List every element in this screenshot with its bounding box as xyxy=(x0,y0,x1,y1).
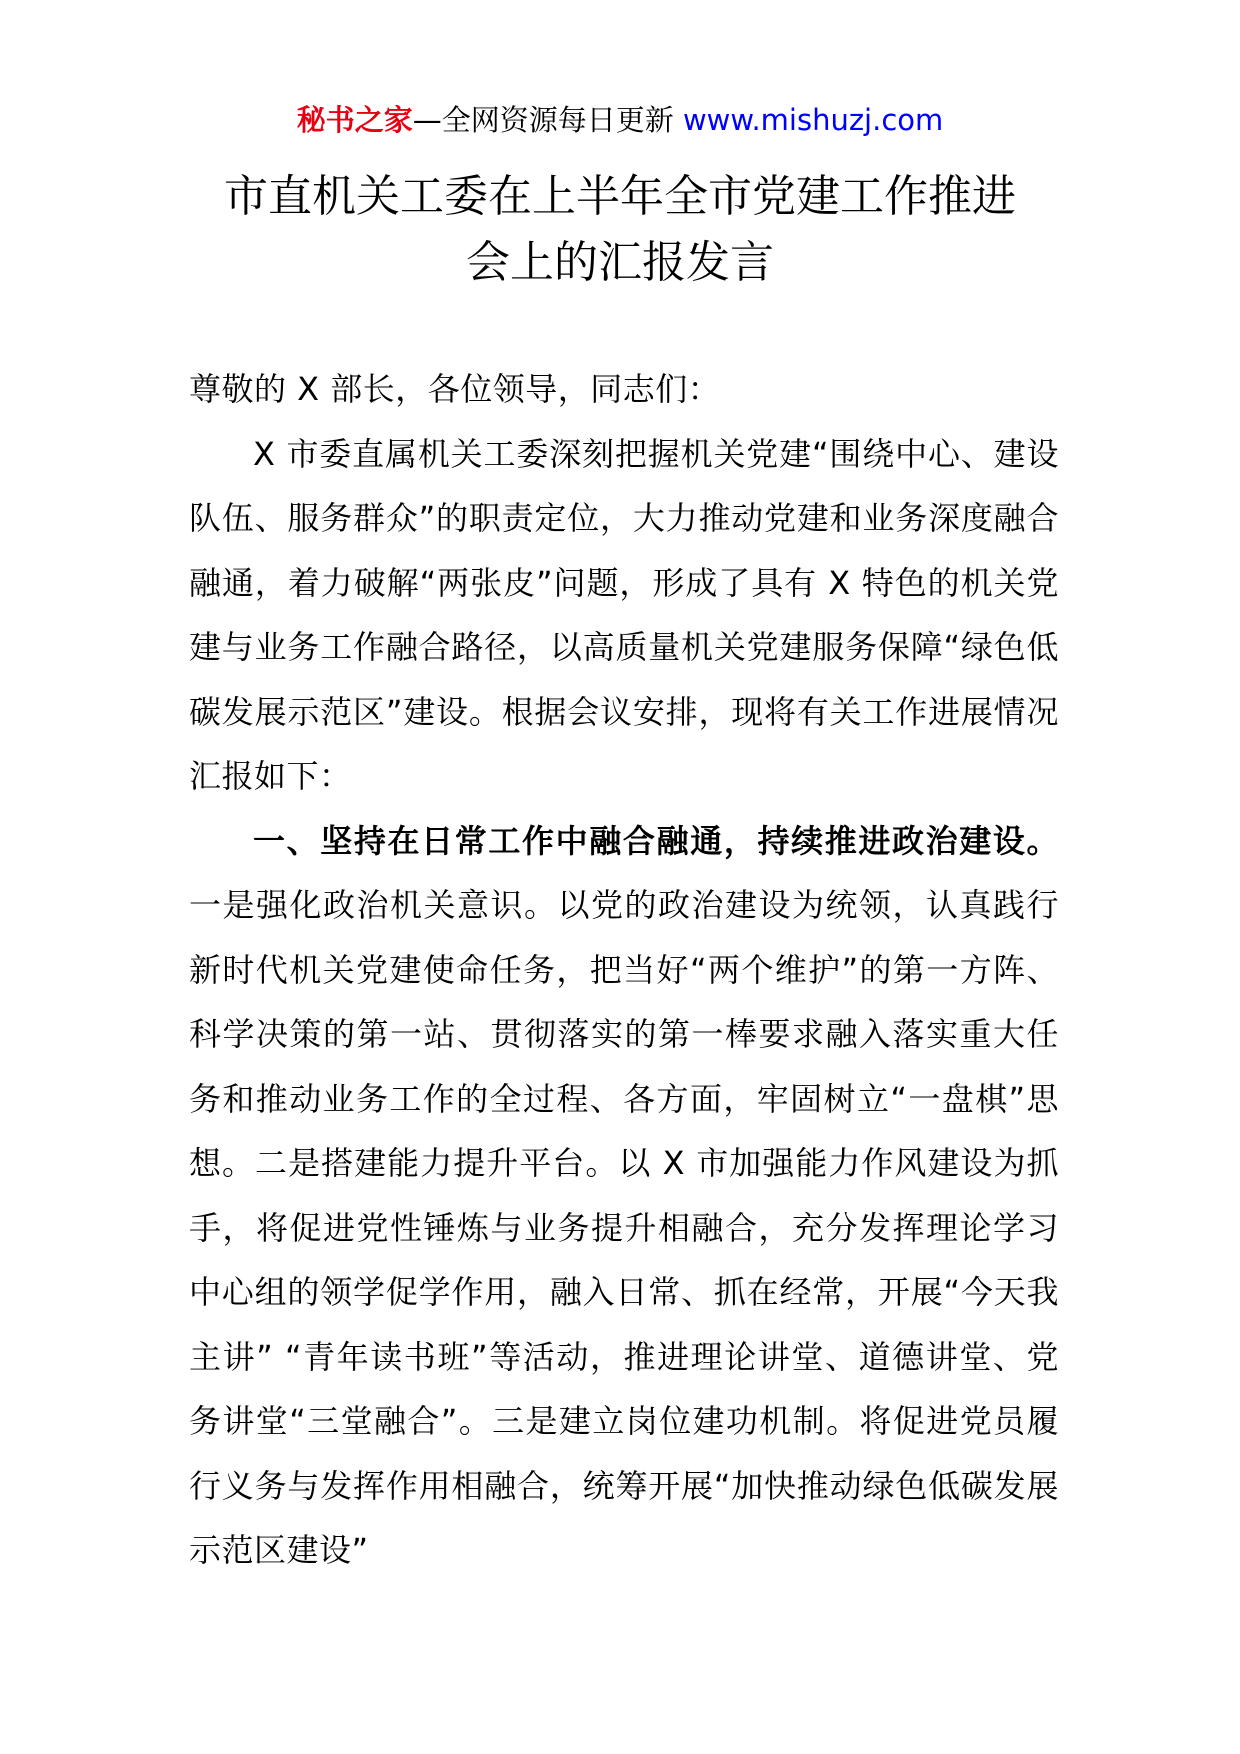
title-line-1: 市直机关工委在上半年全市党建工作推进 xyxy=(224,171,1016,222)
site-header xyxy=(0,100,1240,140)
section-1-paragraph xyxy=(189,809,1059,1583)
title-line-2: 会上的汇报发言 xyxy=(466,237,774,288)
document-body xyxy=(189,357,1059,1583)
brand-name: 秘书之家 xyxy=(296,103,413,137)
section-1-body: 一是强化政治机关意识。以党的政治建设为统领，认真践行新时代机关党建使命任务，把当好“两个维护”的第一方阵、科学决策的第一站、贯彻落实的第一棒要求融入落实重大任务和推动业务工作的全过程、各方面，牢固树立“一盘棋”思想。二是搭建能力提升平台。以 X 市加强能力作风建设为抓手，将促进党性锤炼与业务提升相融合，充分发挥理论学习中心组的领学促学作用，融入日常、抓在经常，开展“今天我主讲” “青年读书班”等活动，推进理论讲堂、道德讲堂、党务讲堂“三堂融合”。三是建立岗位建功机制。将促进党员履行义务与发挥作用相融合，统筹开展“加快推动绿色低碳发展示范区建设” xyxy=(189,886,1059,1569)
document-title xyxy=(120,164,1120,296)
site-url[interactable]: www.mishuzj.com xyxy=(673,103,944,137)
section-1-heading: 一、坚持在日常工作中融合融通，持续推进政治建设。 xyxy=(253,821,1059,860)
header-slogan: —全网资源每日更新 xyxy=(412,103,674,137)
salutation: 尊敬的 X 部长，各位领导，同志们： xyxy=(189,370,721,408)
intro-paragraph: X 市委直属机关工委深刻把握机关党建“围绕中心、建设队伍、服务群众”的职责定位，大力推动党建和业务深度融合融通，着力破解“两张皮”问题，形成了具有 X 特色的机关党建与业务工作融合路径，以高质量机关党建服务保障“绿色低碳发展示范区”建设。根据会议安排，现将有关工作进展情况汇报如下： xyxy=(189,434,1059,795)
